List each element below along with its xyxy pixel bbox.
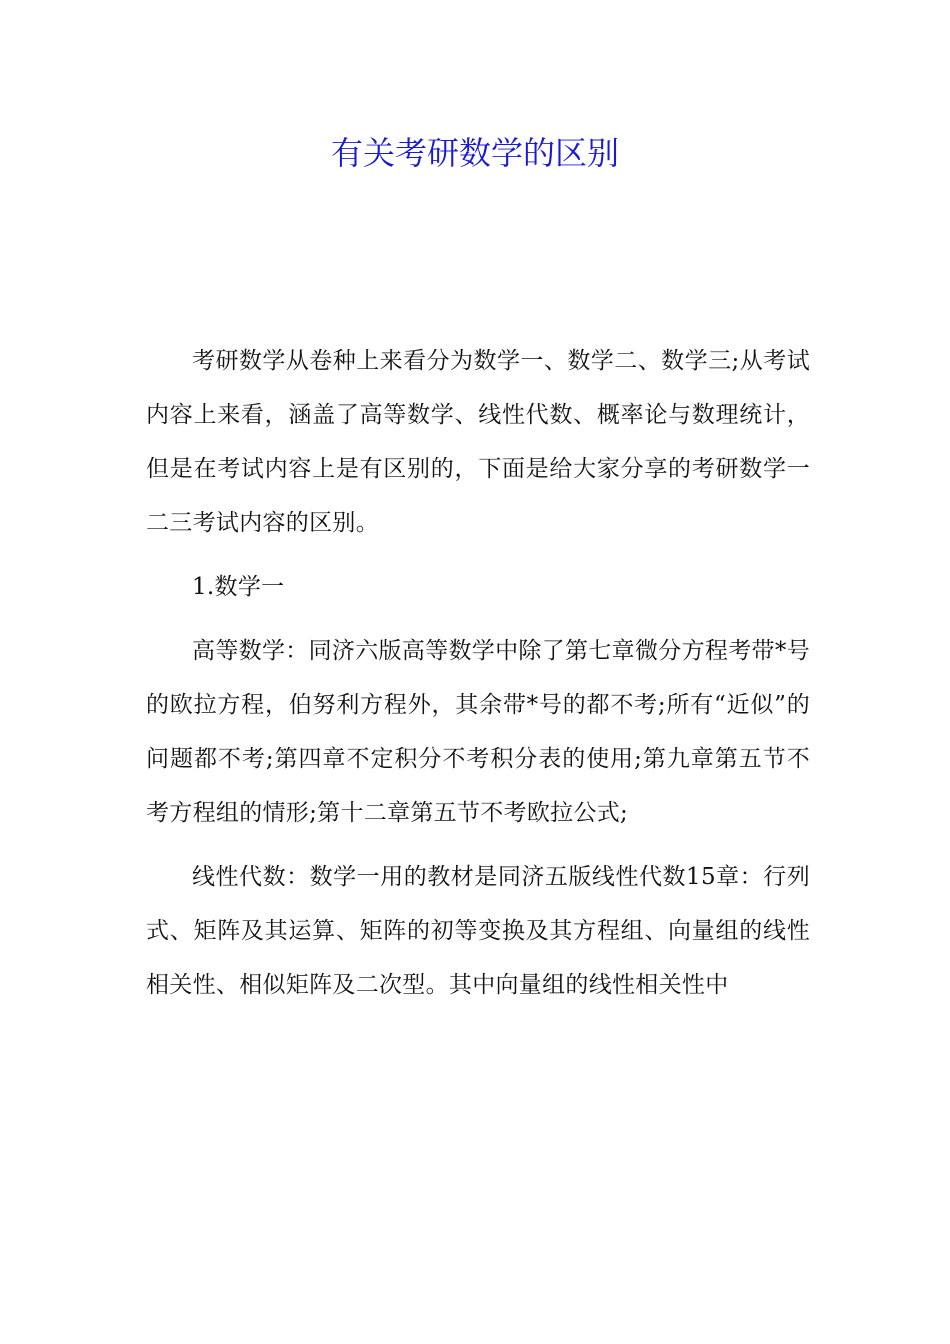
paragraph-linear-algebra: 线性代数：数学一用的教材是同济五版线性代数15章：行列式、矩阵及其运算、矩阵的初等变换及其方程组、向量组的线性相关性、相似矩阵及二次型。其中向量组的线性相关性中 (146, 864, 810, 998)
paragraph-section-heading: 1.数学一 (192, 574, 285, 600)
document-body (146, 334, 810, 1022)
paragraph-intro: 考研数学从卷种上来看分为数学一、数学二、数学三;从考试内容上来看，涵盖了高等数学、线性代数、概率论与数理统计，但是在考试内容上是有区别的，下面是给大家分享的考研数学一二三考试内容的区别。 (146, 348, 810, 536)
paragraph-advanced-math: 高等数学：同济六版高等数学中除了第七章微分方程考带*号的欧拉方程，伯努利方程外，其余带*号的都不考;所有“近似”的问题都不考;第四章不定积分不考积分表的使用;第九章第五节不考方程组的情形;第十二章第五节不考欧拉公式; (146, 638, 810, 826)
document-title: 有关考研数学的区别 (330, 134, 619, 172)
